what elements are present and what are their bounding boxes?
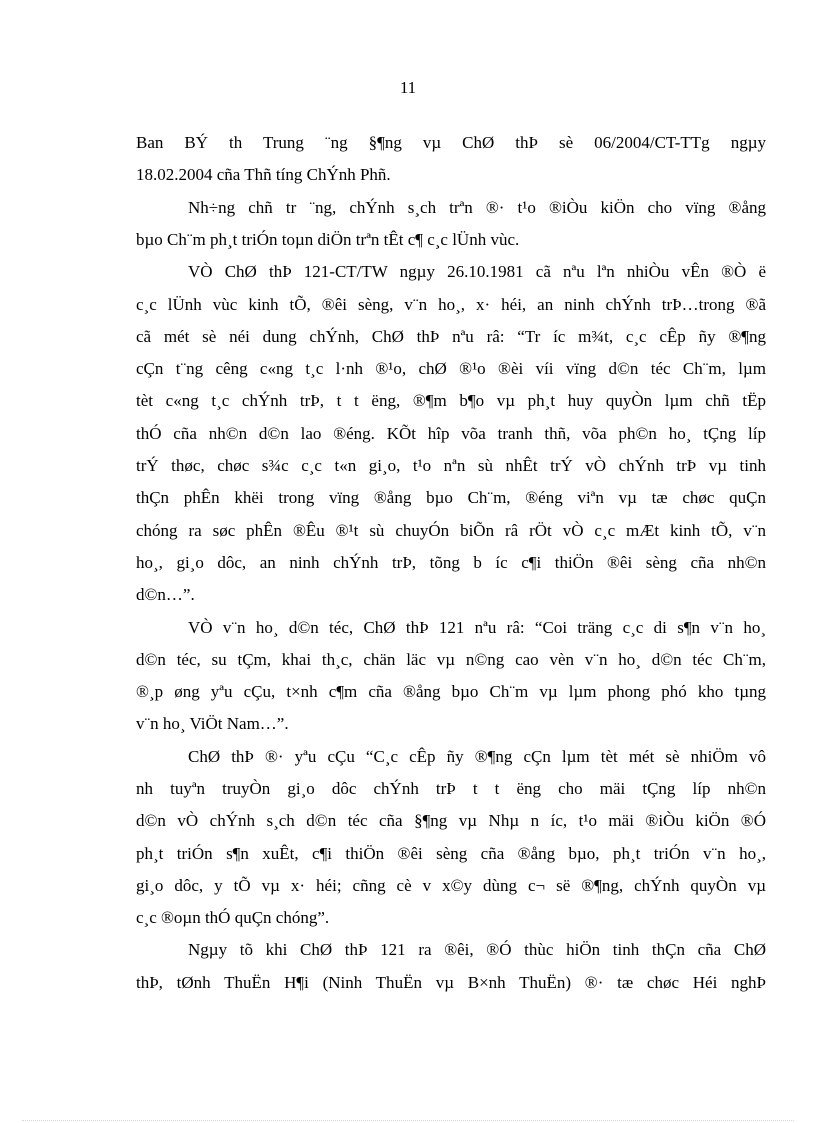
text-line: cã mét sè néi dung chÝnh, ChØ thÞ nªu râ: “Tr íc m¾t, c¸c cÊp ñy ®¶ng [136,327,766,346]
text-line: ChØ thÞ ®· yªu cÇu “C¸c cÊp ñy ®¶ng cÇn lµm tèt mét sè nhiÖm vô [188,747,766,766]
text-line: cÇn t¨ng cêng c«ng t¸c l·nh ®¹o, chØ ®¹o ®èi víi vïng d©n téc Ch¨m, lµm [136,359,766,378]
text-line: d©n vÒ chÝnh s¸ch d©n téc cña §¶ng vµ Nhµ n íc, t¹o mäi ®iÒu kiÖn ®Ó [136,811,766,830]
text-line: ho¸, gi¸o dôc, an ninh chÝnh trÞ, tõng b íc c¶i thiÖn ®êi sèng cña nh©n [136,553,766,572]
text-line: bµo Ch¨m ph¸t triÓn toµn diÖn trªn tÊt c¶ c¸c lÜnh vùc. [136,230,520,249]
text-line: 18.02.2004 cña Thñ tíng ChÝnh Phñ. [136,165,391,184]
text-line: tèt c«ng t¸c chÝnh trÞ, t t ëng, ®¶m b¶o vµ ph¸t huy quyÒn lµm chñ tËp [136,391,766,410]
text-line: gi¸o dôc, y tÕ vµ x· héi; cñng cè v x©y dùng c¬ së ®¶ng, chÝnh quyÒn vµ [136,876,766,895]
text-line: d©n téc, su tÇm, khai th¸c, chän läc vµ n©ng cao vèn v¨n ho¸ d©n téc Ch¨m, [136,650,766,669]
text-line: Nh÷ng chñ tr ¨ng, chÝnh s¸ch trªn ®· t¹o ®iÒu kiÖn cho vïng ®ång [188,198,766,217]
text-line: c¸c lÜnh vùc kinh tÕ, ®êi sèng, v¨n ho¸, x· héi, an ninh chÝnh trÞ…trong ®ã [136,295,766,314]
page-number: 11 [399,78,417,97]
text-line: v¨n ho¸ ViÖt Nam…”. [136,714,289,733]
text-line: thÇn phÊn khëi trong vïng ®ång bµo Ch¨m, ®éng viªn vµ tæ chøc quÇn [136,488,766,507]
text-line: ph¸t triÓn s¶n xuÊt, c¶i thiÖn ®êi sèng cña ®ång bµo, ph¸t triÓn v¨n ho¸, [136,844,766,863]
text-line: nh tuyªn truyÒn gi¸o dôc chÝnh trÞ t t ëng cho mäi tÇng líp nh©n [136,779,766,798]
text-line: Ngµy tõ khi ChØ thÞ 121 ra ®êi, ®Ó thùc hiÖn tinh thÇn cña ChØ [188,940,766,959]
text-line: thÞ, tØnh ThuËn H¶i (Ninh ThuËn vµ B×nh ThuËn) ®· tæ chøc Héi nghÞ [136,973,766,992]
page-bottom-divider [22,1120,794,1121]
text-line: c¸c ®oµn thÓ quÇn chóng”. [136,908,330,927]
text-line: Ban BÝ th Trung ¨ng §¶ng vµ ChØ thÞ sè 06/2004/CT-TTg ngµy [136,133,766,152]
text-line: VÒ v¨n ho¸ d©n téc, ChØ thÞ 121 nªu râ: “Coi träng c¸c di s¶n v¨n ho¸ [188,618,766,637]
text-line: ®¸p øng yªu cÇu, t×nh c¶m cña ®ång bµo Ch¨m vµ lµm phong phó kho tµng [136,682,766,701]
text-line: thÓ cña nh©n d©n lao ®éng. KÕt hîp võa tranh thñ, võa ph©n ho¸ tÇng líp [136,424,766,443]
text-line: chóng ra søc phÊn ®Êu ®¹t sù chuyÓn biÕn râ rÖt vÒ c¸c mÆt kinh tÕ, v¨n [136,521,766,540]
text-line: d©n…”. [136,585,195,604]
text-line: VÒ ChØ thÞ 121-CT/TW ngµy 26.10.1981 cã nªu lªn nhiÒu vÊn ®Ò ë [188,262,766,281]
text-line: trÝ thøc, chøc s¾c c¸c t«n gi¸o, t¹o nªn sù nhÊt trÝ vÒ chÝnh trÞ vµ tinh [136,456,766,475]
